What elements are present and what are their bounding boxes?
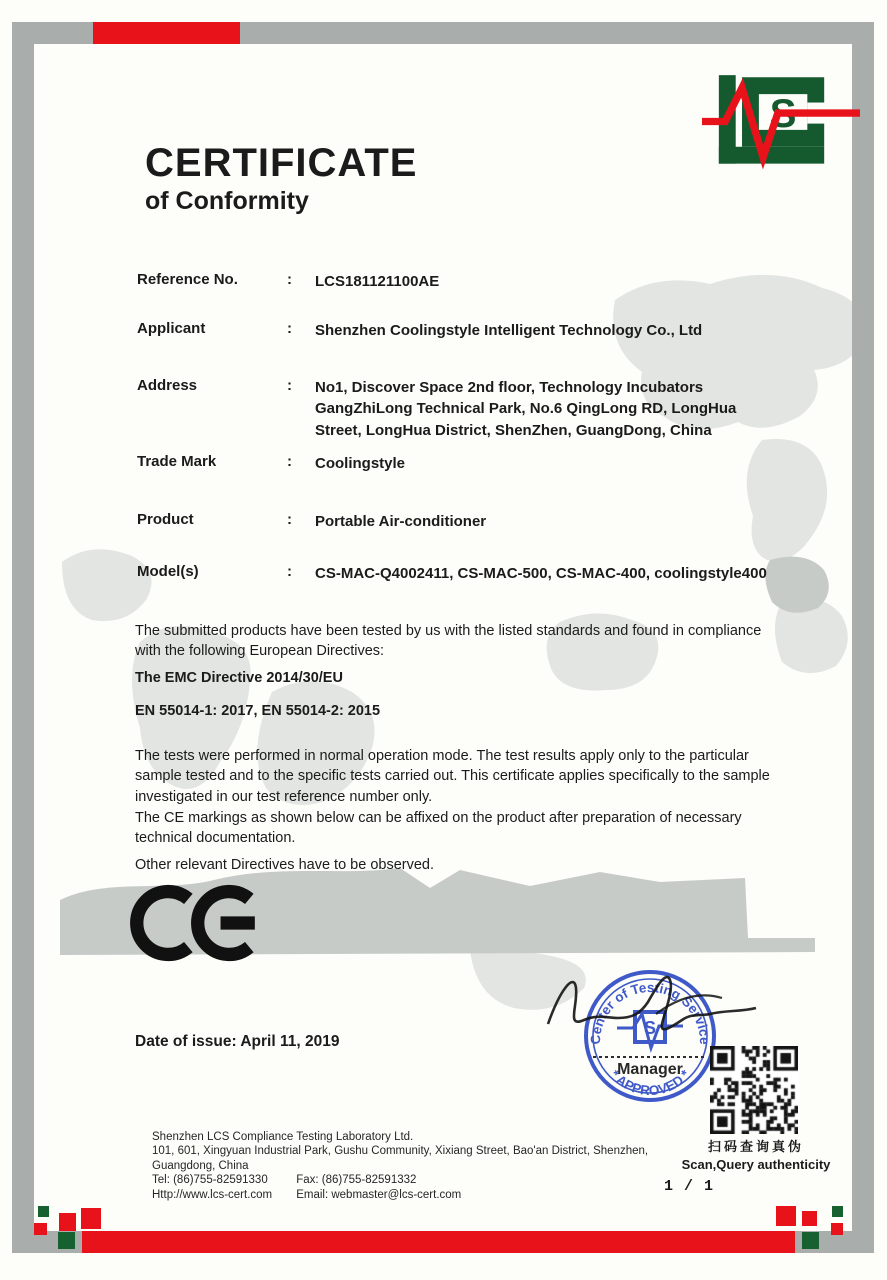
page-number: 1 / 1 bbox=[664, 1178, 715, 1195]
paragraph-other-note: Other relevant Directives have to be observed. bbox=[135, 857, 435, 873]
field-label: Applicant bbox=[137, 320, 206, 337]
svg-text:S: S bbox=[643, 1018, 657, 1038]
paragraph-ce-note: The CE markings as shown below can be affixed on the product after preparation of necessary technical documentation. bbox=[135, 810, 742, 847]
field-product bbox=[137, 511, 785, 532]
footer-tel-fax bbox=[152, 1173, 692, 1187]
qr-code-block bbox=[710, 1046, 798, 1139]
footer-fax: Fax: (86)755-82591332 bbox=[296, 1174, 417, 1187]
date-of-issue: Date of issue: April 11, 2019 bbox=[135, 1033, 340, 1050]
deco-square bbox=[802, 1211, 817, 1226]
qr-captions bbox=[666, 1136, 846, 1172]
deco-square bbox=[802, 1232, 819, 1249]
footer-web-email bbox=[152, 1188, 692, 1202]
title-block bbox=[145, 143, 417, 216]
qr-caption-chinese: 扫码查询真伪 bbox=[707, 1139, 804, 1154]
qr-code bbox=[710, 1046, 798, 1134]
lcs-logo-icon bbox=[702, 73, 860, 170]
footer-email: Email: webmaster@lcs-cert.com bbox=[296, 1188, 462, 1201]
paragraph-directive: The EMC Directive 2014/30/EU bbox=[135, 670, 343, 686]
ce-mark-icon bbox=[130, 883, 273, 963]
field-colon: : bbox=[287, 511, 292, 528]
page-subtitle: of Conformity bbox=[145, 187, 309, 215]
qr-caption-english: Scan,Query authenticity bbox=[681, 1157, 831, 1172]
deco-square bbox=[38, 1206, 49, 1217]
deco-square bbox=[58, 1232, 75, 1249]
deco-square bbox=[59, 1213, 76, 1231]
footer-web: Http://www.lcs-cert.com bbox=[152, 1188, 273, 1201]
deco-square bbox=[776, 1206, 796, 1226]
field-colon: : bbox=[287, 271, 292, 288]
footer-address-line2: Guangdong, China bbox=[152, 1159, 249, 1172]
field-value: LCS181121100AE bbox=[315, 273, 440, 290]
stamp-manager-title: Manager bbox=[617, 1061, 683, 1078]
paragraph-tests-note: The tests were performed in normal operation mode. The test results apply only to the particular sample tested and to the specific tests carried out. This certificate applies specifically to the sample investigated in our test reference number only. bbox=[135, 748, 770, 805]
stamp-ring-text-bottom: * APPROVED * bbox=[607, 1067, 693, 1099]
logo-letter: S bbox=[769, 91, 797, 136]
signature bbox=[540, 962, 770, 1057]
paragraph-standards: EN 55014-1: 2017, EN 55014-2: 2015 bbox=[135, 703, 381, 719]
paragraph-intro: The submitted products have been tested by us with the listed standards and found in compliance with the following European Directives: bbox=[135, 623, 762, 660]
field-models bbox=[137, 563, 785, 584]
stamp-ring-text-top: Center of Testing Service bbox=[587, 979, 713, 1045]
deco-square bbox=[831, 1223, 843, 1235]
field-trade-mark bbox=[137, 453, 785, 474]
deco-square bbox=[81, 1208, 101, 1229]
top-red-accent-bar bbox=[93, 22, 240, 44]
deco-square bbox=[34, 1223, 47, 1235]
footer-tel: Tel: (86)755-82591330 bbox=[152, 1174, 268, 1187]
field-label: Model(s) bbox=[137, 563, 199, 580]
field-value: Shenzhen Coolingstyle Intelligent Technology Co., Ltd bbox=[315, 322, 703, 339]
deco-square bbox=[832, 1206, 843, 1217]
field-label: Reference No. bbox=[137, 271, 238, 288]
field-value: Coolingstyle bbox=[315, 455, 406, 472]
field-colon: : bbox=[287, 377, 292, 394]
field-reference-no bbox=[137, 271, 785, 292]
field-value: Portable Air-conditioner bbox=[315, 513, 487, 530]
bottom-red-accent-bar bbox=[82, 1231, 795, 1253]
footer-company: Shenzhen LCS Compliance Testing Laboratory Ltd. bbox=[152, 1131, 414, 1143]
field-label: Trade Mark bbox=[137, 453, 217, 470]
field-applicant bbox=[137, 320, 785, 341]
field-label: Product bbox=[137, 511, 194, 528]
footer-address-line1: 101, 601, Xingyuan Industrial Park, Gushu Community, Xixiang Street, Bao'an District, Shenzhen, bbox=[152, 1145, 649, 1158]
field-address bbox=[137, 377, 785, 441]
field-label: Address bbox=[137, 377, 198, 394]
footer-lab-info bbox=[152, 1130, 692, 1202]
field-colon: : bbox=[287, 563, 292, 580]
field-colon: : bbox=[287, 320, 292, 337]
field-value: No1, Discover Space 2nd floor, Technology Incubators GangZhiLong Technical Park, No.6 QingLong RD, LongHua Street, LongHua District, ShenZhen, GuangDong, China bbox=[315, 379, 737, 439]
field-colon: : bbox=[287, 453, 292, 470]
field-value: CS-MAC-Q4002411, CS-MAC-500, CS-MAC-400, coolingstyle400 bbox=[315, 565, 767, 582]
page-title: CERTIFICATE bbox=[145, 141, 418, 185]
